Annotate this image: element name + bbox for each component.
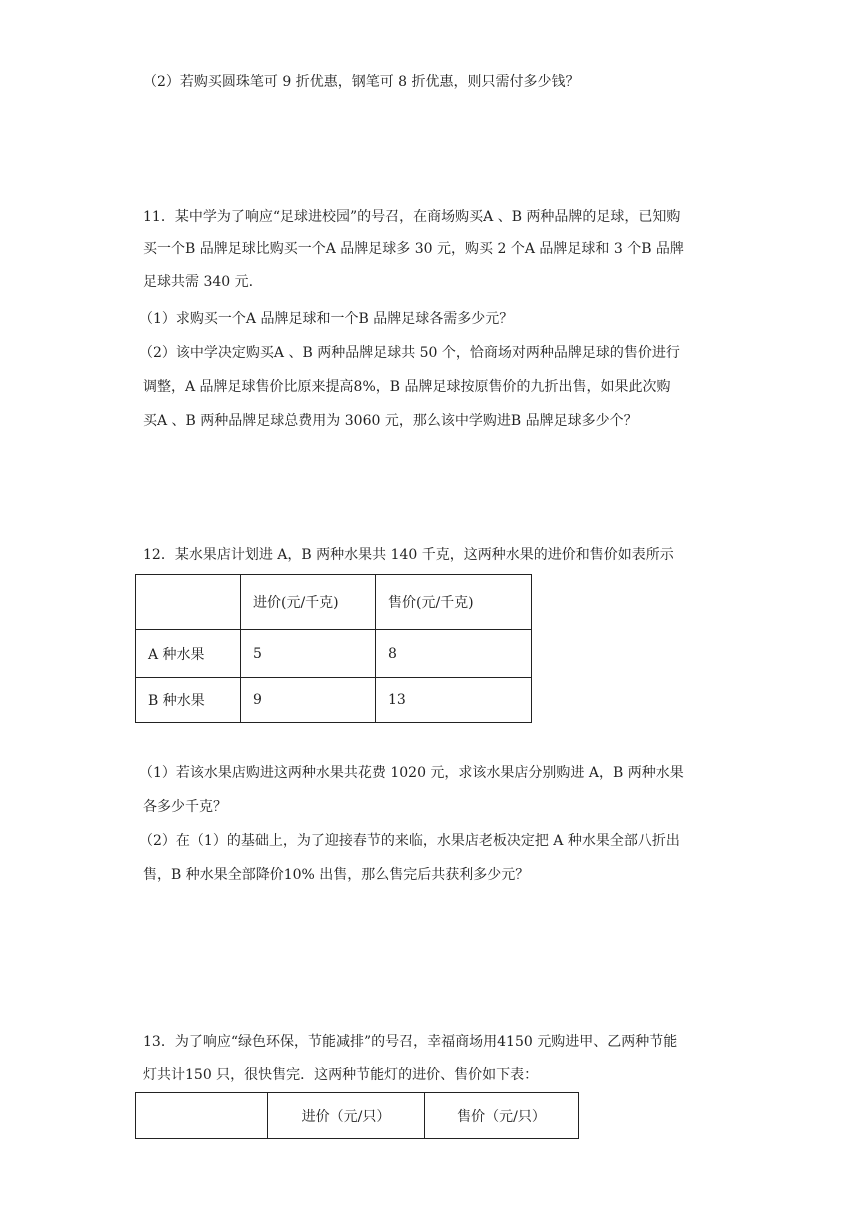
q12-row-b-name: B 种水果 bbox=[136, 678, 241, 723]
q13-price-table bbox=[135, 1092, 579, 1139]
q11-part2-line2: 调整，A 品牌足球售价比原来提高8%，B 品牌足球按原售价的九折出售，如果此次购 bbox=[143, 379, 671, 395]
q12-row-a-name: A 种水果 bbox=[136, 630, 241, 678]
q12-row-a-purchase: 5 bbox=[241, 630, 376, 678]
q12-part1-line1: （1）若该水果店购进这两种水果共花费 1020 元，求该水果店分别购进 A，B 两种水果 bbox=[139, 765, 684, 781]
q12-part1-line2: 各多少千克？ bbox=[143, 799, 227, 815]
q12-part2-line2: 售，B 种水果全部降价10% 出售，那么售完后共获利多少元？ bbox=[143, 867, 530, 883]
q12-row-b-purchase: 9 bbox=[241, 678, 376, 723]
q13-header-purchase-price: 进价（元/只） bbox=[268, 1093, 425, 1139]
q13-line1: 13．为了响应“绿色环保，节能减排”的号召，幸福商场用4150 元购进甲、乙两种节能 bbox=[143, 1034, 678, 1050]
q12-header-sale-price: 售价(元/千克) bbox=[376, 575, 532, 630]
q11-part2-line1: （2）该中学决定购买A 、B 两种品牌足球共 50 个，恰商场对两种品牌足球的售价进行 bbox=[139, 345, 680, 361]
q12-intro: 12．某水果店计划进 A，B 两种水果共 140 千克，这两种水果的进价和售价如表所示 bbox=[143, 547, 674, 563]
q11-line3: 足球共需 340 元. bbox=[143, 274, 254, 290]
q12-row-b-sale: 13 bbox=[376, 678, 532, 723]
q11-line1: 11．某中学为了响应“足球进校园”的号召，在商场购买A 、B 两种品牌的足球，已知购 bbox=[143, 209, 681, 225]
q12-header-purchase-price: 进价(元/千克) bbox=[241, 575, 376, 630]
q11-part2-line3: 买A 、B 两种品牌足球总费用为 3060 元，那么该中学购进B 品牌足球多少个？ bbox=[143, 413, 638, 429]
q11-line2: 买一个B 品牌足球比购买一个A 品牌足球多 30 元，购买 2 个A 品牌足球和 3 个B 品牌 bbox=[143, 241, 684, 257]
q13-line2: 灯共计150 只，很快售完．这两种节能灯的进价、售价如下表： bbox=[143, 1067, 539, 1083]
q13-header-blank bbox=[136, 1093, 268, 1139]
q11-part1: （1）求购买一个A 品牌足球和一个B 品牌足球各需多少元？ bbox=[139, 311, 514, 327]
q12-header-blank bbox=[136, 575, 241, 630]
q13-header-sale-price: 售价（元/只） bbox=[425, 1093, 579, 1139]
q12-row-a-sale: 8 bbox=[376, 630, 532, 678]
q12-price-table bbox=[135, 574, 532, 723]
q12-part2-line1: （2）在（1）的基础上，为了迎接春节的来临，水果店老板决定把 A 种水果全部八折出 bbox=[139, 833, 680, 849]
q10-part2: （2）若购买圆珠笔可 9 折优惠，钢笔可 8 折优惠，则只需付多少钱？ bbox=[143, 74, 580, 90]
